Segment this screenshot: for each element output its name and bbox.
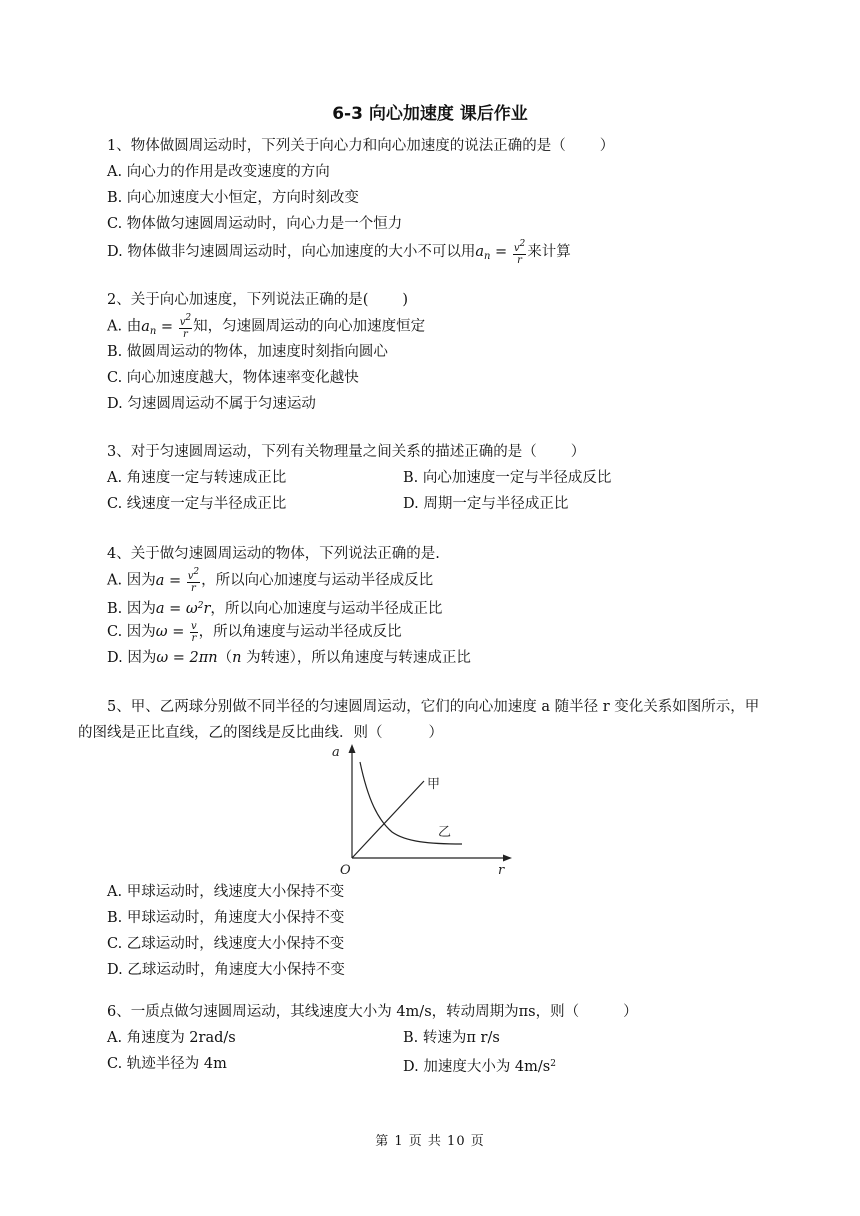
stem-text: 1、物体做圆周运动时，下列关于向心力和向心加速度的说法正确的是（ xyxy=(107,138,566,154)
x-axis-label: r xyxy=(498,863,505,878)
option-a: A. 甲球运动时，线速度大小保持不变 xyxy=(107,884,345,900)
a-r-graph xyxy=(330,740,520,880)
option-b-text: B. 因为 xyxy=(107,601,156,617)
option-d-text: D. 因为 xyxy=(107,650,157,666)
option-c: C. 物体做匀速圆周运动时，向心力是一个恒力 xyxy=(107,216,403,232)
options-row-ab xyxy=(107,1025,787,1051)
option-c: C. 向心加速度越大，物体速率变化越快 xyxy=(107,370,359,386)
question-3 xyxy=(107,439,787,517)
question-6 xyxy=(107,999,787,1077)
page-title: 6-3 向心加速度 课后作业 xyxy=(332,104,528,124)
option-d: D. 乙球运动时，角速度大小保持不变 xyxy=(107,962,345,978)
stem-text: 3、对于匀速圆周运动，下列有关物理量之间关系的描述正确的是（ xyxy=(107,444,537,460)
formula-a-omega2-r: $a = \omega^2r$ xyxy=(155,601,211,617)
question-stem xyxy=(107,287,787,313)
question-stem: 4、关于做匀速圆周运动的物体，下列说法正确的是. xyxy=(107,546,440,562)
option-c: C. 乙球运动时，线速度大小保持不变 xyxy=(107,936,345,952)
options-row-cd xyxy=(107,1051,787,1077)
option-c: C. 轨迹半径为 4m xyxy=(107,1056,227,1072)
formula-a-v2-over-r: a = $\frac{v2}{r}$ xyxy=(155,567,200,594)
option-c-text: C. 因为 xyxy=(107,624,156,640)
option-a xyxy=(107,313,787,339)
stem-end: ） xyxy=(599,138,615,154)
option-a: A. 角速度为 2rad/s xyxy=(107,1030,236,1046)
option-d-paren: （ xyxy=(217,650,233,666)
stem-end: ） xyxy=(428,725,443,741)
option-b: B. 甲球运动时，角速度大小保持不变 xyxy=(107,910,345,926)
stem-text: 2、关于向心加速度，下列说法正确的是( xyxy=(107,292,369,308)
line-jia xyxy=(352,781,424,858)
question-stem xyxy=(107,439,787,465)
formula-omega-v-over-r: ω = $\frac{v}{r}$ xyxy=(155,620,197,644)
question-1 xyxy=(107,133,787,267)
question-stem xyxy=(107,133,787,159)
option-a-text: A. 因为 xyxy=(107,572,156,589)
options-row-cd xyxy=(107,491,787,517)
options-row-ab xyxy=(107,465,787,491)
question-2 xyxy=(107,287,787,417)
option-b: B. 向心加速度一定与半径成反比 xyxy=(403,470,612,486)
option-a xyxy=(107,567,787,593)
option-d-text: D. 物体做非匀速圆周运动时，向心加速度的大小不可以用 xyxy=(107,244,476,260)
option-d xyxy=(403,1051,699,1077)
stem-text: 的图线是正比直线，乙的图线是反比曲线．则（ xyxy=(78,725,383,741)
option-d-text: D. 加速度大小为 4m/s xyxy=(403,1059,551,1075)
option-d xyxy=(107,237,787,267)
origin-label: O xyxy=(340,863,351,878)
option-a: A. 向心力的作用是改变速度的方向 xyxy=(107,164,330,180)
x-axis-arrow xyxy=(503,855,512,862)
option-c-suffix: ，所以角速度与运动半径成反比 xyxy=(198,624,402,640)
curve-yi-label: 乙 xyxy=(438,825,452,840)
option-d-superscript: 2 xyxy=(550,1059,556,1069)
y-axis-arrow xyxy=(349,744,356,753)
option-d: D. 匀速圆周运动不属于匀速运动 xyxy=(107,396,316,412)
option-b xyxy=(107,593,787,619)
line-jia-label: 甲 xyxy=(427,777,441,792)
option-a: A. 角速度一定与转速成正比 xyxy=(107,470,287,486)
question-stem xyxy=(107,999,787,1025)
option-d-suffix: 为转速），所以角速度与转速成正比 xyxy=(241,650,471,666)
question-5 xyxy=(78,694,787,746)
option-b: B. 向心加速度大小恒定，方向时刻改变 xyxy=(107,190,359,206)
stem-end: ） xyxy=(570,444,586,460)
option-a-suffix: 知，匀速圆周运动的向心加速度恒定 xyxy=(193,318,426,335)
option-c: C. 线速度一定与半径成正比 xyxy=(107,496,287,512)
option-b: B. 转速为π r/s xyxy=(403,1030,500,1046)
option-d-suffix: 来计算 xyxy=(527,244,571,260)
y-axis-label: a xyxy=(332,745,340,760)
question-5-options xyxy=(107,879,787,983)
option-b: B. 做圆周运动的物体，加速度时刻指向圆心 xyxy=(107,344,388,360)
option-a-text: A. 由 xyxy=(107,318,142,335)
stem-end: ） xyxy=(623,1004,638,1020)
option-d-var: n xyxy=(232,650,242,666)
formula-omega-2pi-n: ω = 2πn xyxy=(156,650,218,666)
option-d xyxy=(107,645,787,671)
option-c xyxy=(107,619,787,645)
question-stem-line-1: 5、甲、乙两球分别做不同半径的匀速圆周运动，它们的向心加速度 a 随半径 r 变化关系如图所示，甲 xyxy=(107,699,760,715)
stem-text: 6、一质点做匀速圆周运动，其线速度大小为 4m/s，转动周期为πs，则（ xyxy=(107,1004,580,1020)
page-footer: 第 1 页 共 10 页 xyxy=(375,1134,485,1149)
question-4 xyxy=(107,541,787,671)
option-a-suffix: ，所以向心加速度与运动半径成反比 xyxy=(201,572,434,589)
stem-end: ) xyxy=(402,292,409,308)
formula-an-v2-over-r: $a_n$ = $\frac{v2}{r}$ xyxy=(141,313,192,340)
option-b-suffix: ，所以向心加速度与运动半径成正比 xyxy=(210,601,443,617)
formula-an-v2-over-r: $a_n$ = $\frac{v2}{r}$ xyxy=(475,238,526,266)
option-d: D. 周期一定与半径成正比 xyxy=(403,496,569,512)
